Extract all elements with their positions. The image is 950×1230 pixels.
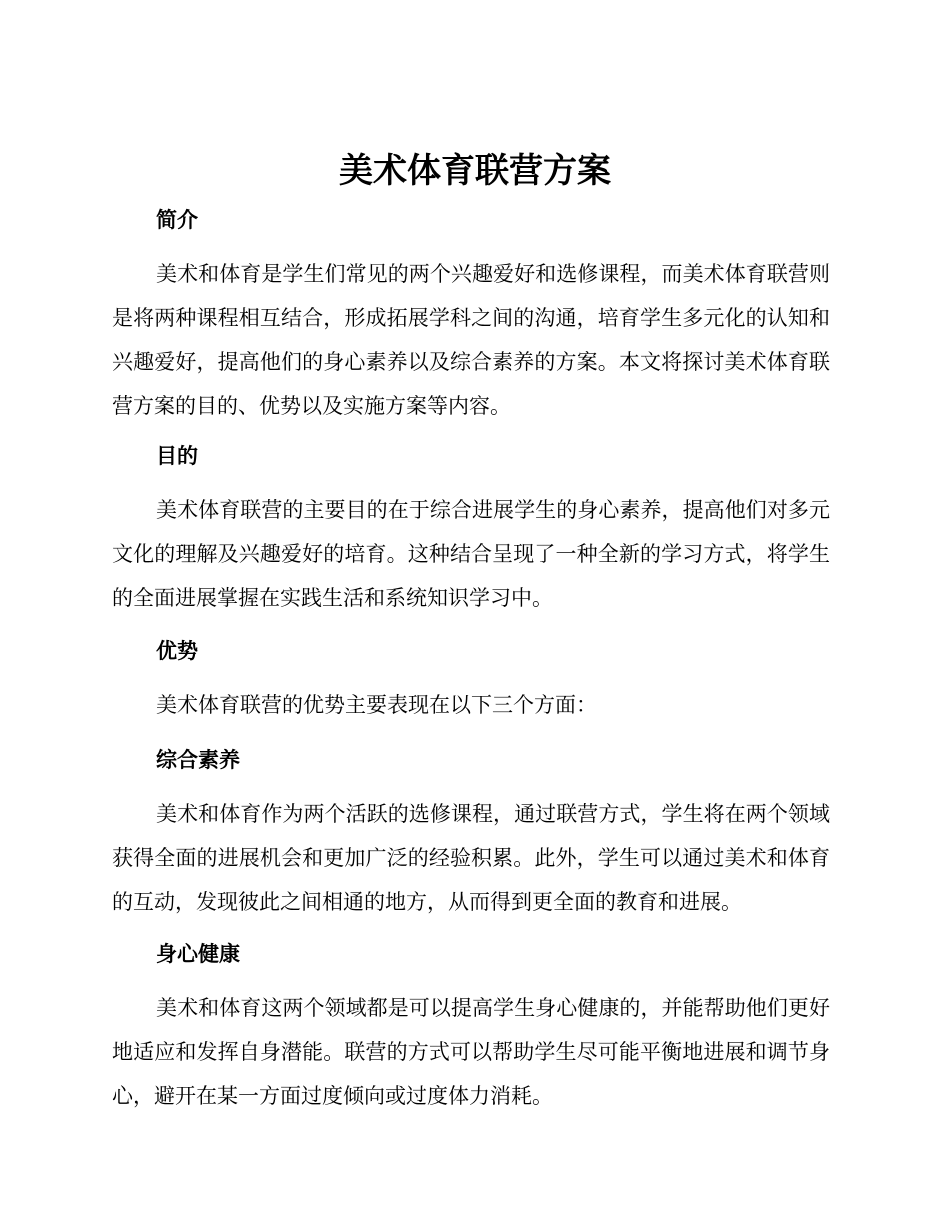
section-paragraph-comprehensive: 美术和体育作为两个活跃的选修课程，通过联营方式，学生将在两个领域获得全面的进展机会和更加广泛的经验积累。此外，学生可以通过美术和体育的互动，发现彼此之间相通的地方，从而得到更全面的教育和进展。 xyxy=(112,802,830,914)
section-paragraph-intro: 美术和体育是学生们常见的两个兴趣爱好和选修课程，而美术体育联营则是将两种课程相互结合，形成拓展学科之间的沟通，培育学生多元化的认知和兴趣爱好，提高他们的身心素养以及综合素养的方案。本文将探讨美术体育联营方案的目的、优势以及实施方案等内容。 xyxy=(112,262,830,418)
document-title: 美术体育联营方案 xyxy=(339,151,611,191)
section-paragraph-advantages: 美术体育联营的优势主要表现在以下三个方面： xyxy=(156,693,597,717)
section-paragraph-purpose: 美术体育联营的主要目的在于综合进展学生的身心素养，提高他们对多元文化的理解及兴趣爱好的培育。这种结合呈现了一种全新的学习方式，将学生的全面进展掌握在实践生活和系统知识学习中。 xyxy=(112,498,830,610)
section-heading-comprehensive: 综合素养 xyxy=(156,748,240,772)
section-heading-purpose: 目的 xyxy=(156,444,198,468)
section-heading-health: 身心健康 xyxy=(156,942,240,966)
section-heading-intro: 简介 xyxy=(156,208,198,232)
section-heading-advantages: 优势 xyxy=(156,639,198,663)
section-paragraph-health: 美术和体育这两个领域都是可以提高学生身心健康的，并能帮助他们更好地适应和发挥自身潜能。联营的方式可以帮助学生尽可能平衡地进展和调节身心，避开在某一方面过度倾向或过度体力消耗。 xyxy=(112,996,830,1108)
